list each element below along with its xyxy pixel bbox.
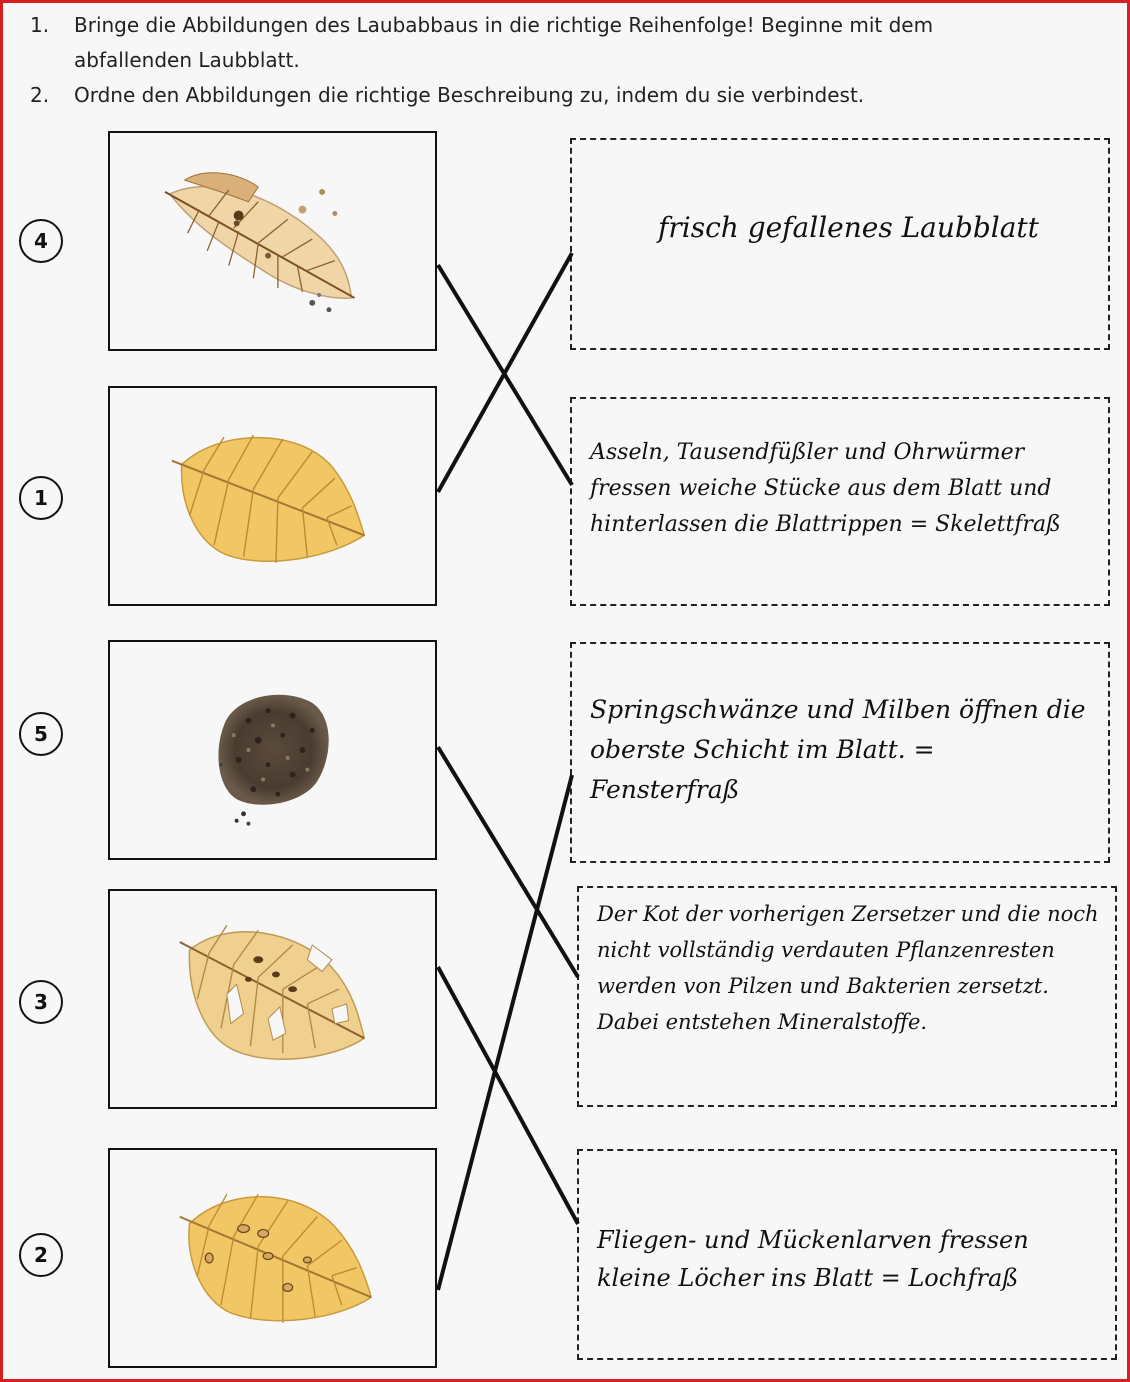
connection-line [438, 265, 572, 485]
image-box-fresh-leaf[interactable] [108, 386, 437, 606]
image-box-skeleton-leaf[interactable] [108, 131, 437, 351]
instruction-number: 1. [30, 13, 50, 37]
description-text: frisch gefallenes Laubblatt [658, 211, 1039, 244]
description-text: Springschwänze und Milben öffnen die oberste Schicht im Blatt. = Fensterfraß [590, 695, 1086, 804]
description-box-fresh-leaf[interactable] [570, 138, 1110, 350]
instructions [30, 8, 1030, 113]
description-text: Fliegen- und Mückenlarven fressen kleine Löcher ins Blatt = Lochfraß [597, 1226, 1029, 1292]
order-number-circle[interactable]: 1 [19, 476, 63, 520]
order-number-circle[interactable]: 3 [19, 980, 63, 1024]
connection-line [438, 967, 578, 1224]
connection-line [438, 253, 572, 492]
instruction-1 [30, 8, 1030, 78]
instruction-number: 2. [30, 83, 50, 107]
instruction-text: Ordne den Abbildungen die richtige Beschreibung zu, indem du sie verbindest. [74, 83, 865, 107]
description-box-skeleton[interactable] [570, 397, 1110, 606]
image-box-holed-leaf[interactable] [108, 889, 437, 1109]
description-box-window[interactable] [570, 642, 1110, 863]
skeleton-leaf-icon [110, 133, 435, 349]
description-box-mineral[interactable] [577, 886, 1117, 1107]
order-number-circle[interactable]: 5 [19, 712, 63, 756]
image-box-spotted-leaf[interactable] [108, 1148, 437, 1368]
fresh-leaf-icon [110, 388, 435, 604]
image-box-humus[interactable] [108, 640, 437, 860]
connection-line [438, 747, 578, 977]
description-box-hole[interactable] [577, 1149, 1117, 1360]
holed-leaf-icon [110, 891, 435, 1107]
spotted-leaf-icon [110, 1150, 435, 1366]
order-number-circle[interactable]: 4 [19, 219, 63, 263]
humus-soil-icon [110, 642, 435, 858]
instruction-2 [30, 78, 1030, 113]
instruction-text: Bringe die Abbildungen des Laubabbaus in die richtige Reihenfolge! Beginne mit dem abfallenden Laubblatt. [74, 13, 934, 72]
order-number-circle[interactable]: 2 [19, 1233, 63, 1277]
description-text: Asseln, Tausendfüßler und Ohrwürmer fressen weiche Stücke aus dem Blatt und hinterlassen die Blattrippen = Skelettfraß [590, 440, 1061, 537]
description-text: Der Kot der vorherigen Zersetzer und die noch nicht vollständig verdauten Pflanzenresten werden von Pilzen und Bakterien zersetzt. Dabei entstehen Mineralstoffe. [597, 902, 1099, 1034]
connection-line [438, 775, 572, 1290]
